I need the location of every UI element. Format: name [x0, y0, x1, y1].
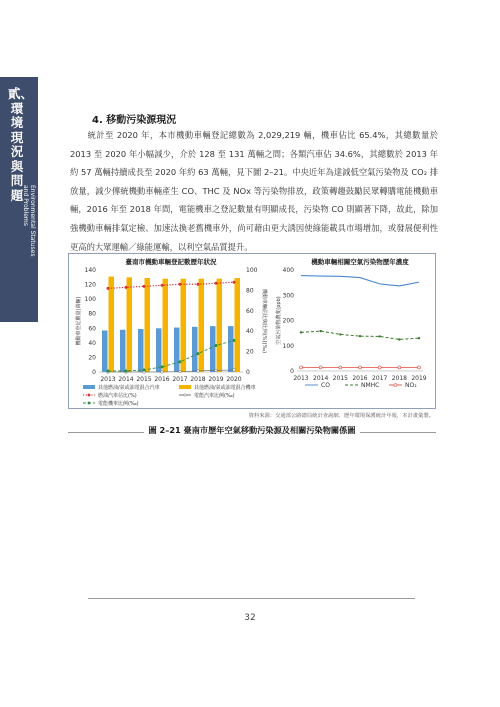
chart1-legend-marker — [184, 394, 186, 396]
chart1-y-right-tick: 0 — [246, 369, 250, 376]
chapter-side-tab — [0, 77, 38, 322]
body-paragraph — [70, 126, 438, 256]
chart2-point-nmhc — [300, 331, 302, 333]
chart1-point-4 — [143, 369, 146, 372]
chart1-bar-car — [138, 329, 144, 372]
chapter-title: 貳、環境現況與問題 — [8, 86, 34, 203]
chart1-legend-label: 電能汽車比例(‰) — [194, 393, 235, 399]
chart2-y-tick: 200 — [282, 317, 294, 325]
chart2-point-nmhc — [339, 333, 341, 335]
chart1-bar-car — [120, 330, 126, 372]
chart1-bar-moto — [163, 279, 169, 372]
chart1-x-tick: 2014 — [118, 376, 134, 383]
chart1-bar-car — [174, 328, 180, 372]
chart2-x-tick: 2014 — [313, 375, 329, 382]
chart1-y-right-tick: 80 — [246, 287, 254, 295]
chart1-x-tick: 2017 — [172, 376, 188, 383]
chart2-y-tick: 400 — [282, 267, 294, 274]
chart2-legend-label: CO — [321, 382, 330, 389]
chart2-point-no2 — [300, 366, 303, 369]
chart1-bar-car — [210, 326, 216, 372]
chart1-point-2 — [125, 286, 128, 289]
chart1-point-2 — [197, 283, 200, 286]
chart2-point-no2 — [359, 366, 362, 369]
chart1-x-tick: 2016 — [154, 376, 170, 383]
chart2-legend-label: NMHC — [361, 382, 380, 389]
chart1-legend-marker — [88, 394, 90, 396]
chart2-point-no2 — [378, 366, 381, 369]
chart1-y-tick: 80 — [88, 310, 96, 318]
chart1-point-4 — [233, 339, 236, 342]
chart1-y-tick: 140 — [84, 267, 96, 274]
chart1-legend-label: 其他燃油/氣或油電混合機車 — [194, 385, 256, 391]
chart1-x-tick: 2018 — [190, 376, 206, 383]
chart1-y-tick: 0 — [92, 369, 96, 376]
chart1-y-label: 機動車登記數量(萬輛) — [76, 296, 82, 346]
chart1-y-right-tick: 20 — [246, 348, 254, 356]
chart1-point-4 — [107, 370, 110, 373]
chart1-x-tick: 2015 — [136, 376, 152, 383]
chart1-x-tick: 2013 — [100, 376, 116, 383]
chart1-legend-label: 燃油汽車佔比(%) — [98, 393, 137, 399]
chart2-point-no2 — [398, 366, 401, 369]
chart2-x-tick: 2015 — [332, 375, 348, 382]
chart1-point-3 — [215, 369, 218, 372]
chart2-point-nmhc — [378, 335, 380, 337]
chart1-point-2 — [215, 282, 218, 285]
chart2-x-tick: 2016 — [352, 375, 368, 382]
chart1-x-tick: 2020 — [226, 376, 242, 383]
figure-frame — [68, 253, 436, 409]
chart1-bar-moto — [145, 278, 151, 372]
chart1-bar-car — [192, 327, 198, 372]
chart2-title: 機動車輛相關空氣污染物歷年濃度 — [311, 258, 409, 266]
chart1-bar-moto — [217, 279, 223, 372]
footer-rule — [88, 598, 415, 599]
chart1-legend-label: 其他燃油/氣或油電混合汽車 — [98, 385, 160, 391]
chart1-point-4 — [161, 366, 164, 369]
chart1-y-right-tick: 100 — [246, 267, 258, 274]
chart1-bar-moto — [109, 277, 115, 372]
chart2-x-tick: 2019 — [411, 375, 427, 382]
figure-caption-text: 圖 2–21 臺南市歷年空氣移動污染源及相關污染物關係圖 — [144, 425, 359, 435]
chart1-point-3 — [197, 370, 200, 373]
chart1-bar-moto — [181, 279, 187, 372]
chart1-y-right-tick: 60 — [246, 307, 254, 315]
chart2-y-label: 空氣污染物濃度(ppb) — [276, 296, 282, 345]
chart1-point-4 — [197, 352, 200, 355]
chart1-x-tick: 2019 — [208, 376, 224, 383]
chart1-legend-marker — [88, 402, 90, 404]
chart2-legend-marker — [394, 384, 397, 387]
chart2-point-nmhc — [319, 330, 321, 332]
chart2-point-nmhc — [359, 335, 361, 337]
chart1-y-tick: 60 — [88, 325, 96, 333]
chart1-point-2 — [107, 287, 110, 290]
chart1-legend-swatch — [179, 385, 191, 389]
chart1-bar-moto — [235, 278, 241, 372]
chart2-point-nmhc — [418, 337, 420, 339]
section-title: 4. 移動污染源現況 — [92, 115, 177, 126]
figure-caption-block — [68, 425, 436, 439]
chart1-y-tick: 20 — [88, 354, 96, 362]
figure-svg — [69, 254, 435, 408]
chart1-title: 臺南市機動車輛登記數歷年狀況 — [125, 258, 217, 266]
chart1-point-4 — [125, 370, 128, 373]
chart1-point-2 — [179, 283, 182, 286]
chart2-point-no2 — [418, 366, 421, 369]
chart2-y-tick: 100 — [282, 342, 294, 350]
figure-caption — [68, 425, 436, 436]
chart2-x-tick: 2017 — [372, 375, 388, 382]
chart1-legend-swatch — [83, 385, 95, 389]
chart1-point-3 — [179, 370, 182, 373]
chart1-bar-moto — [127, 277, 133, 372]
chart2-line-co — [301, 276, 419, 286]
chart2-point-no2 — [319, 366, 322, 369]
chapter-english-title: Environmental Statuses and Problems — [22, 185, 36, 257]
chart1-point-2 — [233, 281, 236, 284]
chart1-bar-car — [102, 330, 108, 372]
chart1-y-tick: 120 — [84, 281, 96, 289]
chart1-point-2 — [161, 284, 164, 287]
chart1-y-tick: 40 — [88, 339, 96, 347]
chart1-point-3 — [233, 369, 236, 372]
source-note: 資料來源：交通部公路總局統計查詢網、歷年環境保護統計年報，本計畫彙製。 — [248, 413, 434, 419]
chart1-bar-car — [156, 328, 162, 372]
chart1-y-right-label: 機動車輛佔比與比例(%)(‰) — [261, 288, 267, 354]
page-number: 32 — [244, 613, 256, 623]
chart1-y-right-tick: 40 — [246, 328, 254, 336]
chart1-point-2 — [143, 285, 146, 288]
chart1-legend-label: 電能機車比例(‰) — [98, 401, 139, 407]
chart2-y-tick: 0 — [290, 368, 294, 375]
chart1-point-4 — [179, 361, 182, 364]
chart1-point-4 — [215, 344, 218, 347]
chart1-bar-moto — [199, 279, 205, 372]
chart1-bar-car — [228, 326, 234, 372]
chart1-point-3 — [161, 371, 164, 374]
chart2-point-no2 — [339, 366, 342, 369]
chart2-y-tick: 300 — [282, 292, 294, 300]
body-paragraph-text: 統計至 2020 年，本市機動車輛登記總數為 2,029,219 輛，機車佔比 65.4%，其總數量於 2013 至 2020 年小幅減少，介於 128 至 131 萬輛之間；各類汽車佔 34.6%，其總數於 2013 年約 57 萬輛持續成長至 2020 年約 63 萬輛，見下圖 2–21。中央近年為達減低空氣污染物及 CO₂ 排放量，減少傳統機動車輛產生 CO、THC 及 NOx 等污染物排放，政策轉趨鼓勵民眾轉購電能機動車輛，2016 年至 2018 年間，電能機車之登記數量有明顯成長，污染物 CO 則顯著下降，故此，除加強機動車輛排氣定檢、加速汰換老舊機車外，尚可藉由更大誘因使綠能載具市場增加，或發展便利性更高的大眾運輸／綠能運輸，以利空氣品質提升。 — [70, 130, 438, 252]
chart2-legend-label: NO₂ — [405, 382, 417, 389]
chart2-point-nmhc — [398, 338, 400, 340]
chart1-y-tick: 100 — [84, 296, 96, 304]
chart2-x-tick: 2013 — [293, 375, 309, 382]
chart2-x-tick: 2018 — [391, 375, 407, 382]
